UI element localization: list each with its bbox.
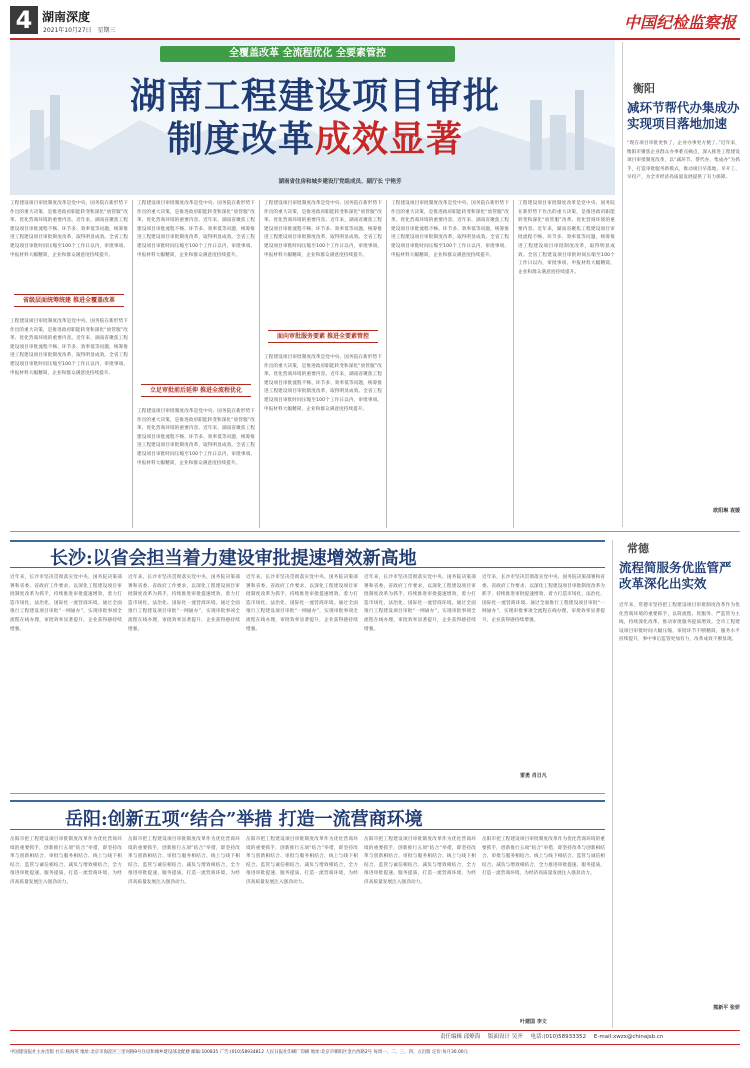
changde-title-1: 流程简服务优监管严 — [619, 560, 732, 575]
lead-subhead-2 — [141, 384, 251, 397]
lead-title-highlight: 成效显著 — [315, 118, 464, 160]
changde-title-2: 改革深化出实效 — [619, 576, 707, 591]
lead-body-col5: 工程建设项目审批制度改革是党中央、国务院在新形势下作出的重大决策，是推进政府职能转变和深化“放管服”改革、优化营商环境的重要内容。近年来，湖南省聚焦工程建设项目审批流程不畅、环节多、效率低等问题，统筹推进工程建设项目审批制度改革，取得明显成效。全省工程建设项目审批时间压缩至100个工作日以内，审批事项、申报材料大幅精简，企业和群众满意度持续提升。 — [518, 201, 615, 275]
yueyang-headline — [65, 805, 423, 831]
lead-subhead-1 — [14, 294, 124, 307]
changsha-body-4: 近年来，长沙市坚决贯彻落实党中央、国务院决策部署和省委、省政府工作要求，以深化工程建设项目审批制度改革为抓手，持续推进审批提速增效，着力打造市场化、法治化、国际化一流营商环境。通过全面推行工程建设项目审批“一网通办”，实现审批事项全流程在线办理，审批效率显著提升，企业获得感持续增强。 — [364, 575, 476, 632]
col-divider-3 — [386, 200, 387, 528]
changsha-body-1: 近年来，长沙市坚决贯彻落实党中央、国务院决策部署和省委、省政府工作要求，以深化工程建设项目审批制度改革为抓手，持续推进审批提速增效，着力打造市场化、法治化、国际化一流营商环境。通过全面推行工程建设项目审批“一网通办”，实现审批事项全流程在线办理，审批效率显著提升，企业获得感持续增强。 — [10, 575, 122, 632]
yueyang-place: 岳阳 — [65, 809, 101, 830]
footer-rule-top — [10, 1030, 740, 1031]
lead-body-col2b: 工程建设项目审批制度改革是党中央、国务院在新形势下作出的重大决策，是推进政府职能转变和深化“放管服”改革、优化营商环境的重要内容。近年来，湖南省聚焦工程建设项目审批流程不畅、环节多、效率低等问题，统筹推进工程建设项目审批制度改革，取得明显成效。全省工程建设项目审批时间压缩至100个工作日以内，审批事项、申报材料大幅精简，企业和群众满意度持续提升。 — [137, 409, 255, 466]
yueyang-body-1: 岳阳市把工程建设项目审批制度改革作为优化营商环境的重要抓手，创新推行五项“结合”举措，即坚持改革与创新相结合、审批与服务相结合、线上与线下相结合、监管与诚信相结合、减负与增效相结合，全力推进审批提速、服务提质，打造一流营商环境，为经济高质量发展注入强劲动力。 — [10, 837, 122, 885]
yueyang-colon: : — [101, 809, 108, 830]
lead-body-col2: 工程建设项目审批制度改革是党中央、国务院在新形势下作出的重大决策，是推进政府职能转变和深化“放管服”改革、优化营商环境的重要内容。近年来，湖南省聚焦工程建设项目审批流程不畅、环节多、效率低等问题，统筹推进工程建设项目审批制度改革，取得明显成效。全省工程建设项目审批时间压缩至100个工作日以内，审批事项、申报材料大幅精简，企业和群众满意度持续提升。 — [137, 201, 255, 258]
hengyang-author: 欧阳琳 袁媛 — [713, 508, 740, 514]
changde-author: 熊新平 张妍 — [713, 1005, 740, 1011]
lead-subhead-3 — [268, 330, 378, 343]
footer-rule-bottom — [10, 1044, 740, 1045]
lead-body-col3: 工程建设项目审批制度改革是党中央、国务院在新形势下作出的重大决策，是推进政府职能转变和深化“放管服”改革、优化营商环境的重要内容。近年来，湖南省聚焦工程建设项目审批流程不畅、环节多、效率低等问题，统筹推进工程建设项目审批制度改革，取得明显成效。全省工程建设项目审批时间压缩至100个工作日以内，审批事项、申报材料大幅精简，企业和群众满意度持续提升。 — [264, 201, 382, 258]
hengyang-title-2: 实现项目落地加速 — [627, 116, 728, 131]
footer-phone: 电话:(010)58933352 — [530, 1034, 587, 1040]
footer-layout: 版面设计 吴齐 — [488, 1034, 523, 1040]
lead-title-line2 — [105, 118, 525, 160]
changsha-body-2: 近年来，长沙市坚决贯彻落实党中央、国务院决策部署和省委、省政府工作要求，以深化工程建设项目审批制度改革为抓手，持续推进审批提速增效，着力打造市场化、法治化、国际化一流营商环境。通过全面推行工程建设项目审批“一网通办”，实现审批事项全流程在线办理，审批效率显著提升，企业获得感持续增强。 — [128, 575, 240, 632]
changsha-author: 雷勇 肖日凡 — [520, 773, 547, 779]
hengyang-body: “现在项目审批更快了，企业办事更方便了。”近年来，衡阳市聚焦企业群众办事难点痛点，深入推进工程建设项目审批制度改革，以“减环节、帮代办、集成办”为抓手，打造审批服务新模式，推动项目早落地、早开工、早投产，为全市经济高质量发展提供了有力保障。 — [627, 141, 740, 181]
col-divider-2 — [259, 200, 260, 528]
page-number-box: 4 — [10, 6, 38, 34]
changde-place: 常德 — [627, 542, 649, 555]
lead-title-line1: 湖南工程建设项目审批 — [129, 75, 500, 117]
yueyang-header — [10, 800, 605, 830]
changsha-place: 长沙 — [50, 548, 86, 569]
lead-body-col4: 工程建设项目审批制度改革是党中央、国务院在新形势下作出的重大决策，是推进政府职能转变和深化“放管服”改革、优化营商环境的重要内容。近年来，湖南省聚焦工程建设项目审批流程不畅、环节多、效率低等问题，统筹推进工程建设项目审批制度改革，取得明显成效。全省工程建设项目审批时间压缩至100个工作日以内，审批事项、申报材料大幅精简，企业和群众满意度持续提升。 — [391, 201, 509, 258]
footer-editor: 责任编辑 邱燎海 — [440, 1034, 481, 1040]
hengyang-section — [622, 42, 740, 527]
lead-title-prefix: 制度改革 — [166, 118, 315, 160]
changde-body: 近年来，常德市坚持把工程建设项目审批制度改革作为优化营商环境的重要抓手，以简流程、优服务、严监管为主线，持续深化改革，推动审批服务提质增效。全市工程建设项目审批时间大幅压缩，审批环节不断精简，服务水平持续提升，事中事后监管更加有力，改革成效不断显现。 — [619, 603, 740, 643]
yueyang-body-3: 岳阳市把工程建设项目审批制度改革作为优化营商环境的重要抓手，创新推行五项“结合”举措，即坚持改革与创新相结合、审批与服务相结合、线上与线下相结合、监管与诚信相结合、减负与增效相结合，全力推进审批提速、服务提质，打造一流营商环境，为经济高质量发展注入强劲动力。 — [246, 837, 358, 885]
changsha-body-5: 近年来，长沙市坚决贯彻落实党中央、国务院决策部署和省委、省政府工作要求，以深化工程建设项目审批制度改革为抓手，持续推进审批提速增效，着力打造市场化、法治化、国际化一流营商环境。通过全面推行工程建设项目审批“一网通办”，实现审批事项全流程在线办理，审批效率显著提升，企业获得感持续增强。 — [482, 575, 605, 623]
lead-banner — [10, 40, 615, 195]
changsha-colon: : — [86, 548, 93, 569]
hengyang-title-1: 减环节帮代办集成办 — [627, 100, 740, 115]
lead-body-col3b: 工程建设项目审批制度改革是党中央、国务院在新形势下作出的重大决策，是推进政府职能转变和深化“放管服”改革、优化营商环境的重要内容。近年来，湖南省聚焦工程建设项目审批流程不畅、环节多、效率低等问题，统筹推进工程建设项目审批制度改革，取得明显成效。全省工程建设项目审批时间压缩至100个工作日以内，审批事项、申报材料大幅精简，企业和群众满意度持续提升。 — [264, 355, 382, 412]
lead-slogan: 全覆盖改革 全流程优化 全要素管控 — [160, 46, 455, 62]
divider-mid — [10, 531, 740, 532]
footer-email: E-mail:xwzx@chinajsb.cn — [593, 1034, 664, 1040]
col-divider-1 — [132, 200, 133, 528]
subhead-2-text: 立足审批前后延伸 推进全流程优化 — [149, 387, 243, 394]
changsha-header — [10, 540, 605, 568]
issue-date — [43, 25, 115, 34]
footer-imprint: 中国建设报社主办出版 社长:杨海英 地址:北京市海淀区三里河路9号住房和城乡建设部北配楼 邮编:100835 广告:(010)58934812 人民日报社印刷厂印刷 地址:北京市朝阳区金台西路2号 每周一、二、三、四、五出版 定价:每月30.00元 — [10, 1050, 468, 1055]
subhead-3-text: 面向审批服务要素 推进全要素管控 — [276, 333, 370, 340]
changsha-body-3: 近年来，长沙市坚决贯彻落实党中央、国务院决策部署和省委、省政府工作要求，以深化工程建设项目审批制度改革为抓手，持续推进审批提速增效，着力打造市场化、法治化、国际化一流营商环境。通过全面推行工程建设项目审批“一网通办”，实现审批事项全流程在线办理，审批效率显著提升，企业获得感持续增强。 — [246, 575, 358, 632]
divider-lower — [10, 793, 605, 794]
changsha-headline — [50, 544, 417, 570]
lead-body-col1b: 工程建设项目审批制度改革是党中央、国务院在新形势下作出的重大决策，是推进政府职能转变和深化“放管服”改革、优化营商环境的重要内容。近年来，湖南省聚焦工程建设项目审批流程不畅、环节多、效率低等问题，统筹推进工程建设项目审批制度改革，取得明显成效。全省工程建设项目审批时间压缩至100个工作日以内，审批事项、申报材料大幅精简，企业和群众满意度持续提升。 — [10, 319, 128, 376]
changsha-title: 以省会担当着力建设审批提速增效新高地 — [92, 548, 417, 569]
subhead-1-text: 省级层面统筹统建 推进全覆盖改革 — [22, 297, 116, 304]
yueyang-body-2: 岳阳市把工程建设项目审批制度改革作为优化营商环境的重要抓手，创新推行五项“结合”举措，即坚持改革与创新相结合、审批与服务相结合、线上与线下相结合、监管与诚信相结合、减负与增效相结合，全力推进审批提速、服务提质，打造一流营商环境，为经济高质量发展注入强劲动力。 — [128, 837, 240, 885]
lead-body-col1: 工程建设项目审批制度改革是党中央、国务院在新形势下作出的重大决策，是推进政府职能转变和深化“放管服”改革、优化营商环境的重要内容。近年来，湖南省聚焦工程建设项目审批流程不畅、环节多、效率低等问题，统筹推进工程建设项目审批制度改革，取得明显成效。全省工程建设项目审批时间压缩至100个工作日以内，审批事项、申报材料大幅精简，企业和群众满意度持续提升。 — [10, 201, 128, 258]
section-title: 湖南深度 — [42, 10, 91, 24]
yueyang-title: 创新五项“结合”举措 打造一流营商环境 — [107, 809, 423, 830]
weekday-text: 星期三 — [97, 27, 116, 34]
yueyang-body-4: 岳阳市把工程建设项目审批制度改革作为优化营商环境的重要抓手，创新推行五项“结合”举措，即坚持改革与创新相结合、审批与服务相结合、线上与线下相结合、监管与诚信相结合、减负与增效相结合，全力推进审批提速、服务提质，打造一流营商环境，为经济高质量发展注入强劲动力。 — [364, 837, 476, 885]
yueyang-author: 叶建国 李文 — [520, 1019, 547, 1025]
masthead: 中国纪检监察报 — [623, 13, 736, 32]
lead-byline: 湖南省住房和城乡建设厅党组成员、副厅长 宁艳芳 — [278, 179, 402, 185]
changde-section — [612, 540, 740, 1028]
yueyang-body-5: 岳阳市把工程建设项目审批制度改革作为优化营商环境的重要抓手，创新推行五项“结合”举措，即坚持改革与创新相结合、审批与服务相结合、线上与线下相结合、监管与诚信相结合、减负与增效相结合，全力推进审批提速、服务提质，打造一流营商环境，为经济高质量发展注入强劲动力。 — [482, 837, 605, 877]
footer-credits — [440, 1032, 663, 1040]
hengyang-place: 衡阳 — [633, 82, 655, 95]
col-divider-4 — [513, 200, 514, 528]
date-text: 2021年10月27日 — [43, 27, 92, 34]
